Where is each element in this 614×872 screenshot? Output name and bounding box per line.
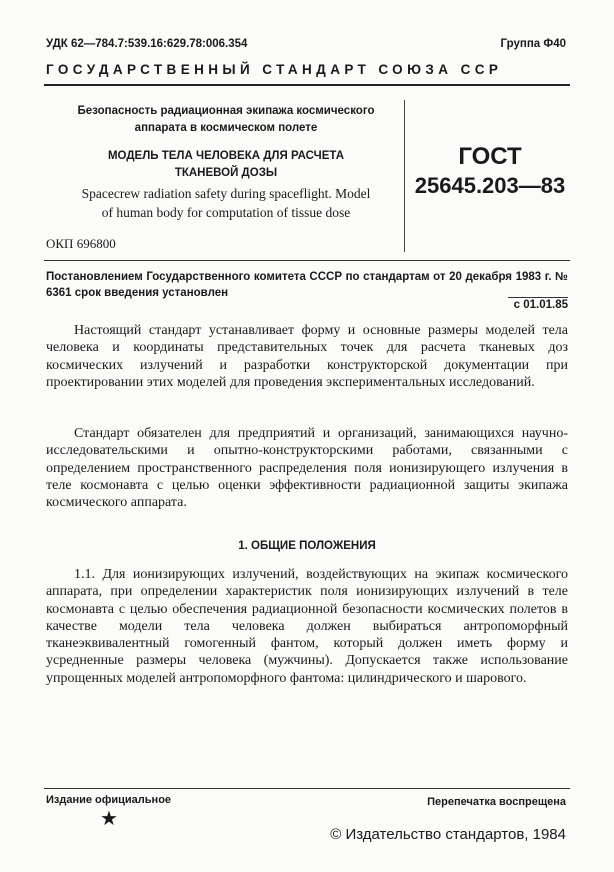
title-russian [46, 148, 406, 182]
title-en-line: of human body for computation of tissue dose [101, 205, 351, 220]
title-en-line: Spacecrew radiation safety during spaceflight. Model [81, 186, 371, 201]
state-standard-heading: ГОСУДАРСТВЕННЫЙ СТАНДАРТ СОЮЗА ССР [46, 62, 503, 77]
title-ru-line: ТКАНЕВОЙ ДОЗЫ [174, 167, 278, 179]
middle-rule [44, 260, 570, 261]
subject-line: аппарата в космическом полете [134, 122, 318, 134]
section-heading: 1. ОБЩИЕ ПОЛОЖЕНИЯ [238, 540, 376, 552]
edition-label: Издание официальное [46, 794, 172, 806]
title-ru-line: МОДЕЛЬ ТЕЛА ЧЕЛОВЕКА ДЛЯ РАСЧЕТА [107, 150, 345, 162]
paragraph-1-1: 1.1. Для ионизирующих излучений, воздействующих на экипаж космического аппарата, при определении характеристик поля ионизирующих излучений в теле космонавта с целью обеспечения радиационной безопасности космических полетов в качестве модели тела человека должен выбираться антропоморфный тканеэквивалентный гомогенный фантом, который должен иметь форму и усредненные размеры человека (мужчины). Допускается также использование упрощенных моделей антропоморфного фантома: цилиндрического и шарового. [46, 567, 568, 686]
subject-line: Безопасность радиационная экипажа космического [77, 105, 375, 117]
date-rule [508, 297, 568, 298]
decree-text: Постановлением Государственного комитета СССР по стандартам от 20 декабря 1983 г. № 6361 срок введения установлен [46, 271, 568, 299]
top-rule [44, 84, 570, 86]
effective-date-block [508, 297, 568, 311]
okp-code: ОКП 696800 [46, 236, 116, 251]
star-icon: ★ [100, 808, 118, 830]
reprint-notice: Перепечатка воспрещена [427, 796, 566, 808]
group-code: Группа Ф40 [500, 38, 566, 50]
udk-code: УДК 62—784.7:539.16:629.78:006.354 [46, 38, 248, 50]
gost-label: ГОСТ [458, 143, 522, 170]
gost-number: 25645.203—83 [414, 173, 566, 198]
bottom-rule [44, 788, 570, 789]
paragraph-applicability: Стандарт обязателен для предприятий и организаций, занимающихся научно-исследовательскими и опытно-конструкторскими работами, связанными с определением пространственного распределения поля ионизирующего излучения в теле космонавта с целью оценки эффективности радиационной защиты экипажа космического аппарата. [46, 426, 568, 511]
subject-block [46, 103, 406, 137]
publisher-copyright: © Издательство стандартов, 1984 [330, 826, 566, 843]
paragraph-scope: Настоящий стандарт устанавливает форму и основные размеры моделей тела человека и координаты представительных точек для расчета тканевых доз космических излучений и разработки конструкторской документации при проектировании этих моделей для проведения экспериментальных исследований. [46, 323, 568, 390]
title-english [46, 184, 406, 222]
effective-date: с 01.01.85 [513, 299, 568, 311]
